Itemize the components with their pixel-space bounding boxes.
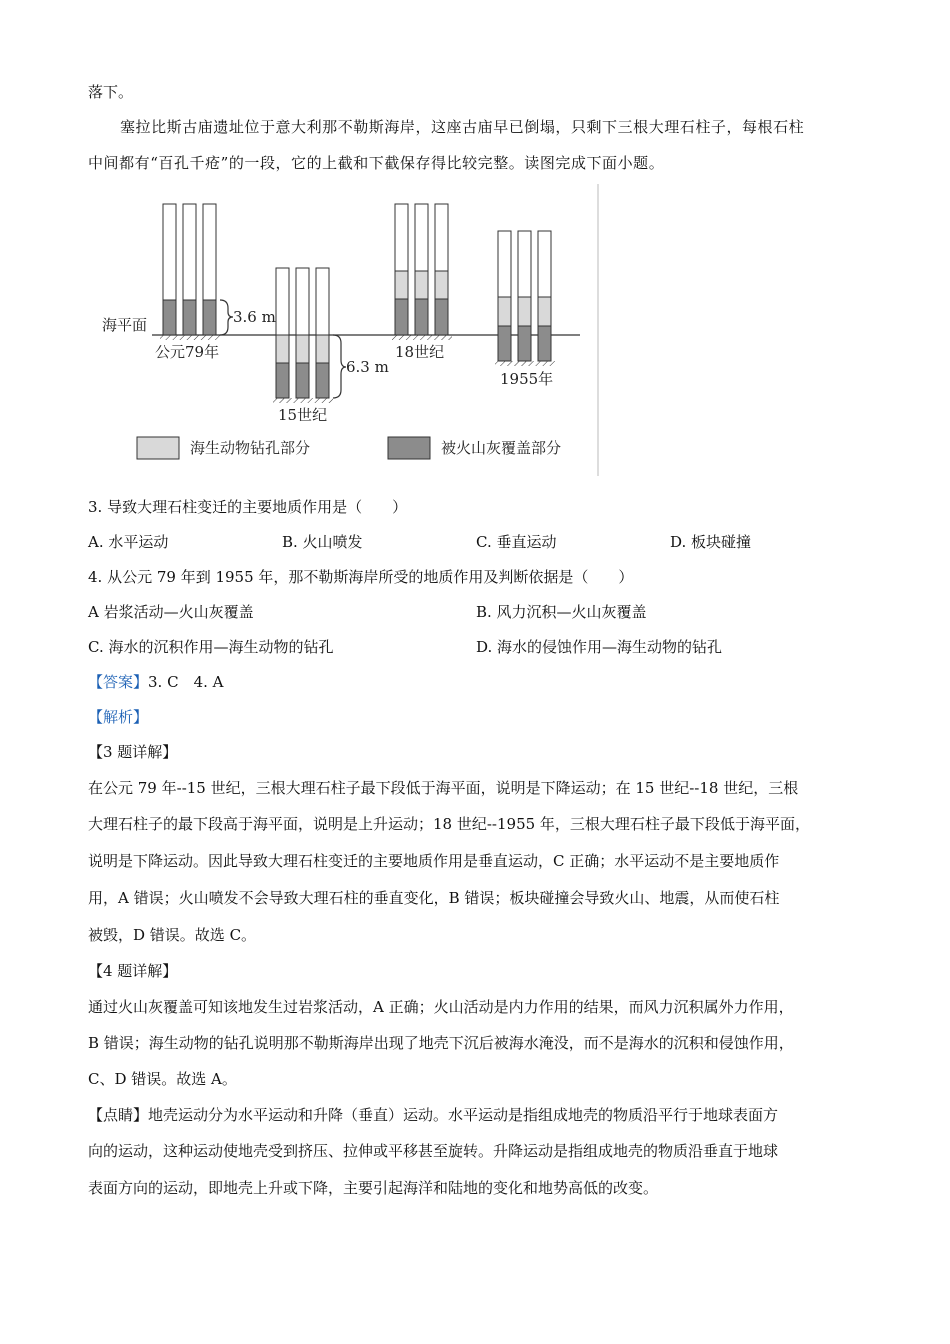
q4-stem: 4. 从公元 79 年到 1955 年，那不勒斯海岸所受的地质作用及判断依据是（ ） [88,568,634,586]
analysis-tag: 【解析】 [88,708,149,726]
columns-15c [273,268,333,403]
q3-option-b: B. 火山喷发 [282,533,363,551]
legend-swatch-drilled [137,437,179,459]
legend-label-ash: 被火山灰覆盖部分 [441,439,562,457]
detail3-tag: 【3 题详解】 [88,743,178,761]
detail4-line-2: B 错误；海生动物的钻孔说明那不勒斯海岸出现了地壳下沉后被海水淹没，而不是海水的沉积和侵蚀作用， [88,1034,794,1052]
detail4-tag: 【4 题详解】 [88,962,178,980]
q3-option-c: C. 垂直运动 [476,533,557,551]
detail3-line-3: 说明是下降运动。因此导致大理石柱变迁的主要地质作用是垂直运动，C 正确；水平运动不是主要地质作 [88,852,780,870]
period-label-ad79: 公元79年 [155,343,220,361]
tip-line-2: 向的运动，这种运动使地壳受到挤压、拉伸或平移甚至旋转。升降运动是指组成地壳的物质沿垂直于地球 [88,1142,779,1160]
period-label-18c: 18世纪 [395,343,445,361]
q4-option-d: D. 海水的侵蚀作用—海生动物的钻孔 [476,638,723,656]
columns-ad79 [160,204,220,340]
detail3-line-4: 用，A 错误；火山喷发不会导致大理石柱的垂直变化，B 错误；板块碰撞会导致火山、地震，从而使石柱 [88,889,780,907]
detail4-line-1: 通过火山灰覆盖可知该地发生过岩浆活动，A 正确；火山活动是内力作用的结果，而风力沉积属外力作用， [88,998,794,1016]
brace-6-3m [333,335,346,398]
period-label-15c: 15世纪 [278,406,328,424]
columns-1955 [495,231,555,366]
q3-option-a: A. 水平运动 [88,533,169,551]
legend-label-drilled: 海生动物钻孔部分 [190,439,311,457]
answer-text: 3. C 4. A [148,673,224,691]
q4-option-c: C. 海水的沉积作用—海生动物的钻孔 [88,638,334,656]
q4-option-b: B. 风力沉积—火山灰覆盖 [476,603,647,621]
passage-line-2: 中间都有“百孔千疮”的一段，它的上截和下截保存得比较完整。读图完成下面小题。 [88,154,665,172]
detail3-line-5: 被毁，D 错误。故选 C。 [88,926,257,944]
intro-tail: 落下。 [88,83,134,101]
brace-3-6m [220,300,233,335]
detail4-line-3: C、D 错误。故选 A。 [88,1070,237,1088]
passage-line-1: 塞拉比斯古庙遗址位于意大利那不勒斯海岸，这座古庙早已倒塌，只剩下三根大理石柱子，每根石柱 [120,118,805,136]
tip-line-1 [88,1105,778,1125]
columns-18c [392,204,452,340]
dist-label-1: 3.6 m [233,308,276,326]
column-figure [90,182,610,478]
period-label-1955: 1955年 [500,370,554,388]
tip-tag: 【点睛】 [88,1106,149,1124]
dist-label-2: 6.3 m [346,358,389,376]
q4-option-a: A 岩浆活动—火山灰覆盖 [88,603,254,621]
detail3-line-1: 在公元 79 年--15 世纪，三根大理石柱子最下段低于海平面，说明是下降运动；在 15 世纪--18 世纪，三根 [88,779,799,797]
q3-option-d: D. 板块碰撞 [670,533,752,551]
answer-line [88,672,224,692]
q3-stem: 3. 导致大理石柱变迁的主要地质作用是（ ） [88,498,408,516]
tip-line-3: 表面方向的运动，即地壳上升或下降，主要引起海洋和陆地的变化和地势高低的改变。 [88,1179,659,1197]
detail3-line-2: 大理石柱子的最下段高于海平面，说明是上升运动；18 世纪--1955 年，三根大理石柱子最下段低于海平面， [88,815,810,833]
sea-level-label: 海平面 [102,316,148,334]
tip-text-1: 地壳运动分为水平运动和升降（垂直）运动。水平运动是指组成地壳的物质沿平行于地球表面方 [148,1106,779,1124]
legend-swatch-ash [388,437,430,459]
answer-tag: 【答案】 [88,673,149,691]
